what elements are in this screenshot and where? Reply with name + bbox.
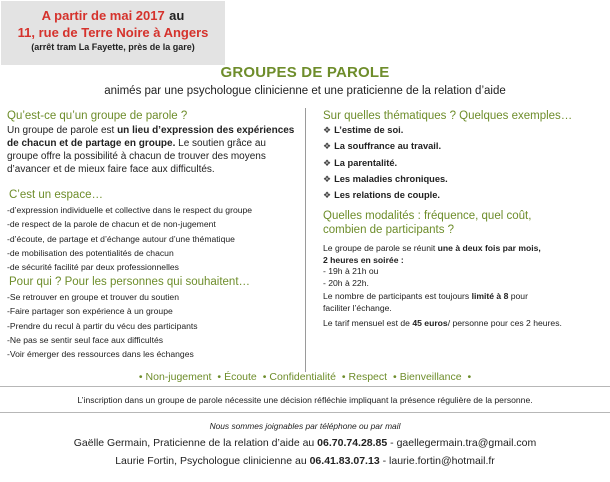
contact-role: Psychologue clinicienne au: [180, 455, 307, 467]
price-value: 45 euros: [412, 318, 448, 328]
who-item: -Ne pas se sentir seul face aux difficultés: [7, 334, 164, 345]
price-text-end: / personne pour ces 2 heures.: [447, 318, 562, 328]
start-date-suffix: au: [169, 8, 185, 23]
bullet-icon: ❖: [323, 157, 332, 168]
themes-list: [323, 122, 448, 203]
space-item: -de sécurité facilité par deux professionnelles: [7, 262, 179, 273]
theme-item: [323, 155, 448, 171]
who-item: -Prendre du recul à partir du vécu des participants: [7, 320, 198, 331]
who-item: -Faire partager son expérience à un groupe: [7, 306, 173, 317]
contact-heading: Nous sommes joignables par téléphone ou par mail: [209, 421, 401, 431]
divider: [0, 412, 610, 413]
contact-name: Gaëlle Germain,: [73, 437, 151, 449]
theme-label: Les maladies chroniques.: [334, 173, 448, 184]
page-title: GROUPES DE PAROLE: [220, 64, 390, 81]
participants-line: [323, 291, 553, 314]
value-item: Non-jugement: [145, 371, 212, 383]
theme-item: [323, 138, 448, 154]
bullet-icon: •: [393, 371, 397, 383]
value-item: Respect: [348, 371, 388, 383]
space-item: -d’expression individuelle et collective dans le respect du groupe: [7, 205, 253, 215]
theme-label: La parentalité.: [334, 157, 398, 168]
bullet-icon: •: [262, 371, 267, 383]
separator: -: [382, 455, 387, 467]
what-paragraph: [7, 124, 297, 176]
price-text: Le tarif mensuel est de: [323, 318, 410, 328]
start-date: A partir de mai 2017: [41, 8, 165, 23]
time-slot: - 20h à 22h.: [323, 277, 369, 288]
frequency-text: Le groupe de parole se réunit: [323, 243, 436, 253]
contact-line: [0, 437, 610, 449]
value-item: Confidentialité: [269, 371, 336, 383]
modalities-heading-line: combien de participants ?: [323, 224, 455, 236]
modalities-heading: [323, 209, 531, 237]
column-divider: [305, 108, 306, 372]
space-heading: C’est un espace…: [9, 189, 103, 201]
theme-label: Les relations de couple.: [334, 190, 440, 201]
theme-label: L’estime de soi.: [334, 125, 404, 135]
theme-item: [323, 122, 448, 138]
who-item: -Voir émerger des ressources dans les échanges: [7, 349, 194, 360]
contact-line: [0, 455, 610, 467]
participants-limit: limité à 8: [471, 291, 509, 301]
bullet-icon: ❖: [323, 141, 332, 152]
theme-item: [323, 187, 448, 203]
who-heading: Pour qui ? Pour les personnes qui souhaitent…: [9, 276, 251, 288]
bullet-icon: •: [341, 371, 346, 383]
contact-name: Laurie Fortin,: [115, 455, 178, 467]
contact-email[interactable]: gaellegermain.tra@gmail.com: [396, 437, 537, 449]
themes-heading: Sur quelles thématiques ? Quelques exemples…: [323, 110, 573, 122]
location-box: [1, 1, 225, 65]
modalities-heading-line: Quelles modalités : fréquence, quel coût,: [323, 210, 532, 222]
time-slot: - 19h à 21h ou: [323, 266, 379, 276]
start-date-line: [1, 7, 225, 25]
bullet-icon: ❖: [323, 190, 332, 201]
page-subtitle: animés par une psychologue clinicienne et une praticienne de la relation d’aide: [104, 85, 506, 97]
contact-email[interactable]: laurie.fortin@hotmail.fr: [389, 455, 495, 467]
frequency-line: [323, 243, 603, 255]
who-item: -Se retrouver en groupe et trouver du soutien: [7, 292, 179, 302]
value-item: Écoute: [224, 371, 257, 383]
what-p1: Un groupe de parole est: [7, 125, 115, 136]
price-line: [323, 318, 603, 330]
address-detail: (arrêt tram La Fayette, près de la gare): [31, 42, 195, 52]
bullet-icon: •: [217, 371, 222, 383]
space-item: -de respect de la parole de chacun et de non-jugement: [7, 219, 216, 230]
value-item: Bienveillance: [399, 371, 462, 383]
bullet-icon: ❖: [323, 173, 332, 184]
values-line: [0, 371, 610, 383]
separator: -: [390, 437, 394, 449]
frequency-value: une à deux fois par mois,: [437, 243, 541, 253]
who-list: [7, 290, 302, 361]
bullet-icon: ❖: [323, 125, 332, 135]
space-item: -d’écoute, de partage et d’échange autour d’une thématique: [7, 233, 235, 244]
participants-text: Le nombre de participants est toujours: [323, 291, 470, 301]
duration: 2 heures en soirée :: [323, 254, 404, 265]
contact-phone[interactable]: 06.41.83.07.13: [309, 455, 380, 467]
divider: [0, 386, 610, 387]
space-item: -de mobilisation des potentialités de chacun: [7, 247, 174, 258]
address: 11, rue de Terre Noire à Angers: [17, 25, 209, 40]
what-p1-bold: un lieu d’expression des expériences de chacun et de partage en groupe.: [7, 125, 295, 149]
contact-phone[interactable]: 06.70.74.28.85: [317, 437, 388, 449]
contact-role: Praticienne de la relation d’aide au: [153, 437, 315, 449]
what-p2: Le soutien grâce au groupe offre la possibilité à chacun de trouver des moyens d’avancer et de mieux faire face aux difficultés.: [7, 138, 266, 175]
bullet-icon: •: [138, 371, 143, 383]
theme-label: La souffrance au travail.: [334, 141, 442, 152]
participants-text-end: pour faciliter l’échange.: [323, 291, 528, 313]
what-heading: Qu’est-ce qu’un groupe de parole ?: [7, 110, 188, 122]
registration-note: L’inscription dans un groupe de parole nécessite une décision réfléchie impliquant la présence régulière de la personne.: [77, 395, 533, 405]
space-list: [7, 203, 302, 274]
modalities-text: [323, 243, 603, 330]
theme-item: [323, 171, 448, 187]
bullet-icon: •: [467, 371, 472, 383]
